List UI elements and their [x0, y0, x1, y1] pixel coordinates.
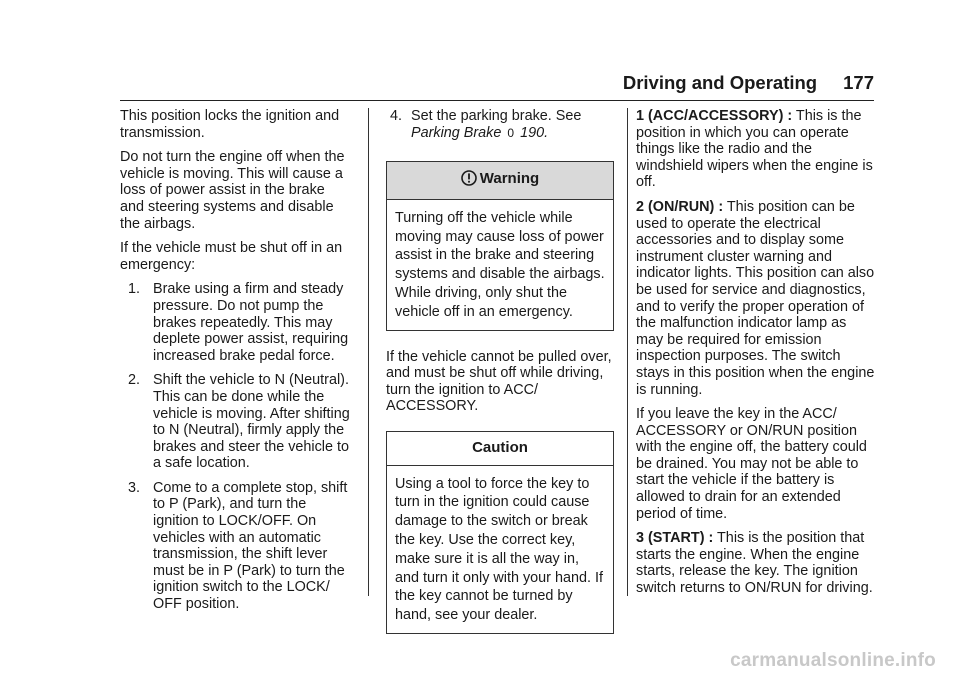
page-header: [623, 72, 874, 94]
paragraph: If the vehicle cannot be pulled over, and must be shut off while driving, turn the ignition to ACC/ ACCESSORY.: [386, 348, 612, 415]
step-number: 3.: [128, 479, 141, 496]
paragraph: Do not turn the engine off when the vehicle is moving. This will cause a loss of power assist in the brake and steering systems and disable the airbags.: [120, 149, 345, 232]
step-text: Set the parking brake. See: [411, 108, 582, 124]
paragraph: This position locks the ignition and transmission.: [120, 108, 340, 141]
step-number: 2.: [128, 372, 141, 389]
reference-title: Parking Brake: [411, 124, 502, 141]
step-number: 1.: [128, 281, 141, 298]
cross-reference-link[interactable]: Parking Brake 0 190.: [411, 124, 549, 141]
warning-box: [386, 161, 614, 330]
list-item: [120, 281, 352, 364]
section-title: Driving and Operating: [622, 72, 818, 93]
column-divider: [627, 108, 628, 596]
emergency-steps-list: [120, 281, 352, 612]
paragraph: If you leave the key in the ACC/ ACCESSORY or ON/RUN position with the engine off, the battery could be drained. You may not be able to start the vehicle if the battery is allowed to drain for an extended period of time.: [636, 406, 867, 522]
caution-box: [386, 431, 614, 634]
step-text: Shift the vehicle to N (Neutral). This can be done while the vehicle is moving. After shifting to N (Neutral), firmly apply the brakes and steer the vehicle to a safe location.: [153, 372, 350, 472]
definition: This position can be used to operate the electrical accessories and to display some instrument cluster warning and indicator lights. This position can also be used for service and diagnostics, and to verify the proper operation of the malfunction indicator lamp as may be required for emission inspection purposes. The switch stays in this position when the engine is running.: [636, 198, 875, 398]
paragraph: If the vehicle must be shut off in an emergency:: [120, 240, 343, 273]
step-text: Come to a complete stop, shift to P (Park), and turn the ignition to LOCK/OFF. On vehicles with an automatic transmission, the shift lever must be in P (Park) to turn the ignition switch to the LOCK/ OFF position.: [153, 479, 348, 613]
list-item: [120, 372, 352, 472]
warning-text: Turning off the vehicle while moving may cause loss of power assist in the brake and steering systems and disable the airbags. While driving, only shut the vehicle off in an emergency.: [395, 209, 605, 320]
term: 3 (START) :: [636, 530, 714, 547]
column-1: [120, 108, 352, 621]
warning-title: Warning: [479, 170, 540, 188]
caution-text: Using a tool to force the key to turn in the ignition could cause damage to the switch or break the key. Use the correct key, make sure it is all the way in, and turn it only with your hand. If the key cannot be turned by hand, see your dealer.: [395, 475, 603, 624]
list-item: [386, 108, 614, 141]
column-2: [386, 108, 614, 652]
watermark: carmanualsonline.info: [730, 650, 936, 671]
caution-title: Caution: [387, 432, 613, 466]
step-text: Brake using a firm and steady pressure. Do not pump the brakes repeatedly. This may deplete power assist, requiring increased brake pedal force.: [153, 281, 349, 364]
column-3: [636, 108, 876, 605]
term: 2 (ON/RUN) :: [636, 198, 724, 215]
page-number: 177: [843, 72, 874, 93]
page-reference-icon: 0: [507, 125, 515, 140]
definition: This is the position in which you can operate things like the radio and the windshield wipers when the engine is off.: [636, 108, 873, 191]
step-number: 4.: [390, 108, 403, 124]
definition: This is the position that starts the engine. When the engine starts, release the key. The ignition switch returns to ON/RUN for driving.: [636, 530, 873, 597]
header-rule: [120, 100, 874, 101]
definition-item: [636, 199, 876, 398]
column-divider: [368, 108, 369, 596]
warning-icon: [461, 170, 477, 191]
list-item: [120, 480, 352, 613]
definition-item: [636, 108, 876, 191]
warning-header: [387, 162, 613, 200]
term: 1 (ACC/ACCESSORY) :: [636, 108, 793, 124]
definition-item: [636, 530, 876, 596]
reference-page: 190: [520, 124, 545, 141]
